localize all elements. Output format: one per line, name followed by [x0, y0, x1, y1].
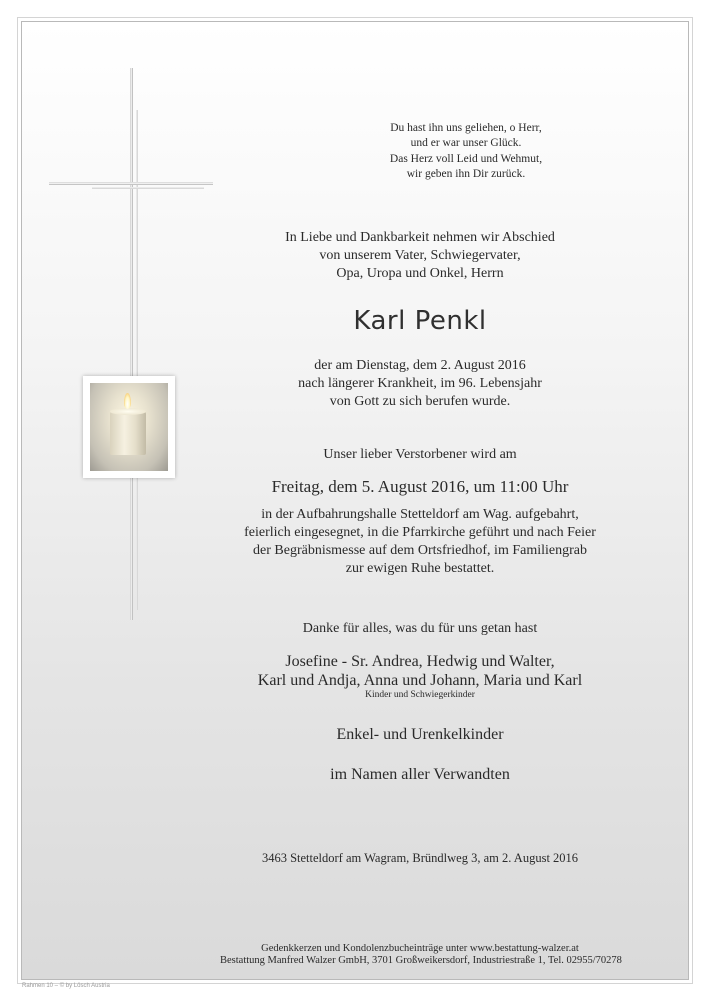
- frame-credit: Rahmen 10 – © by Lösch Austria: [22, 983, 110, 989]
- relatives-line: im Namen aller Verwandten: [330, 766, 510, 783]
- mourners-line: Karl und Andja, Anna und Johann, Maria und Karl: [257, 672, 583, 689]
- footer-line: Gedenkkerzen und Kondolenzbucheinträge unter www.bestattung-walzer.at: [261, 943, 579, 954]
- thanks-line: Danke für alles, was du für uns getan hast: [302, 621, 538, 636]
- funeral-detail-line: der Begräbnismesse auf dem Ortsfriedhof, im Familiengrab: [253, 543, 587, 558]
- deceased-name: Karl Penkl: [353, 306, 487, 336]
- poem-line: Du hast ihn uns geliehen, o Herr,: [390, 122, 542, 134]
- main-text: [220, 0, 620, 1000]
- intro-line: von unserem Vater, Schwiegervater,: [319, 248, 521, 263]
- death-info-line: von Gott zu sich berufen wurde.: [329, 394, 511, 409]
- poem-line: wir geben ihn Dir zurück.: [406, 167, 526, 180]
- poem-line: und er war unser Glück.: [410, 137, 522, 150]
- funeral-date: Freitag, dem 5. August 2016, um 11:00 Uhr: [271, 477, 569, 496]
- funeral-detail-line: in der Aufbahrungshalle Stetteldorf am Wag. aufgebahrt,: [261, 507, 579, 522]
- footer-line: Bestattung Manfred Walzer GmbH, 3701 Großweikersdorf, Industriestraße 1, Tel. 02955/70278: [220, 955, 622, 966]
- address-line: 3463 Stetteldorf am Wagram, Bründlweg 3, am 2. August 2016: [261, 851, 579, 865]
- candle-image: [83, 376, 175, 478]
- intro-line: Opa, Uropa und Onkel, Herrn: [336, 266, 504, 281]
- death-info-line: der am Dienstag, dem 2. August 2016: [314, 358, 526, 373]
- funeral-detail-line: zur ewigen Ruhe bestattet.: [345, 561, 495, 576]
- mourners-caption: Kinder und Schwiegerkinder: [365, 690, 475, 700]
- poem-line: Das Herz voll Leid und Wehmut,: [389, 152, 543, 165]
- grandchildren-line: Enkel- und Urenkelkinder: [336, 726, 504, 743]
- announcement: Unser lieber Verstorbener wird am: [323, 447, 517, 462]
- mourners-line: Josefine - Sr. Andrea, Hedwig und Walter,: [285, 653, 555, 670]
- funeral-detail-line: feierlich eingesegnet, in die Pfarrkirche geführt und nach Feier: [244, 525, 596, 540]
- flame-icon: [124, 393, 131, 409]
- death-info-line: nach längerer Krankheit, im 96. Lebensjahr: [298, 376, 542, 391]
- intro-line: In Liebe und Dankbarkeit nehmen wir Abschied: [285, 230, 555, 245]
